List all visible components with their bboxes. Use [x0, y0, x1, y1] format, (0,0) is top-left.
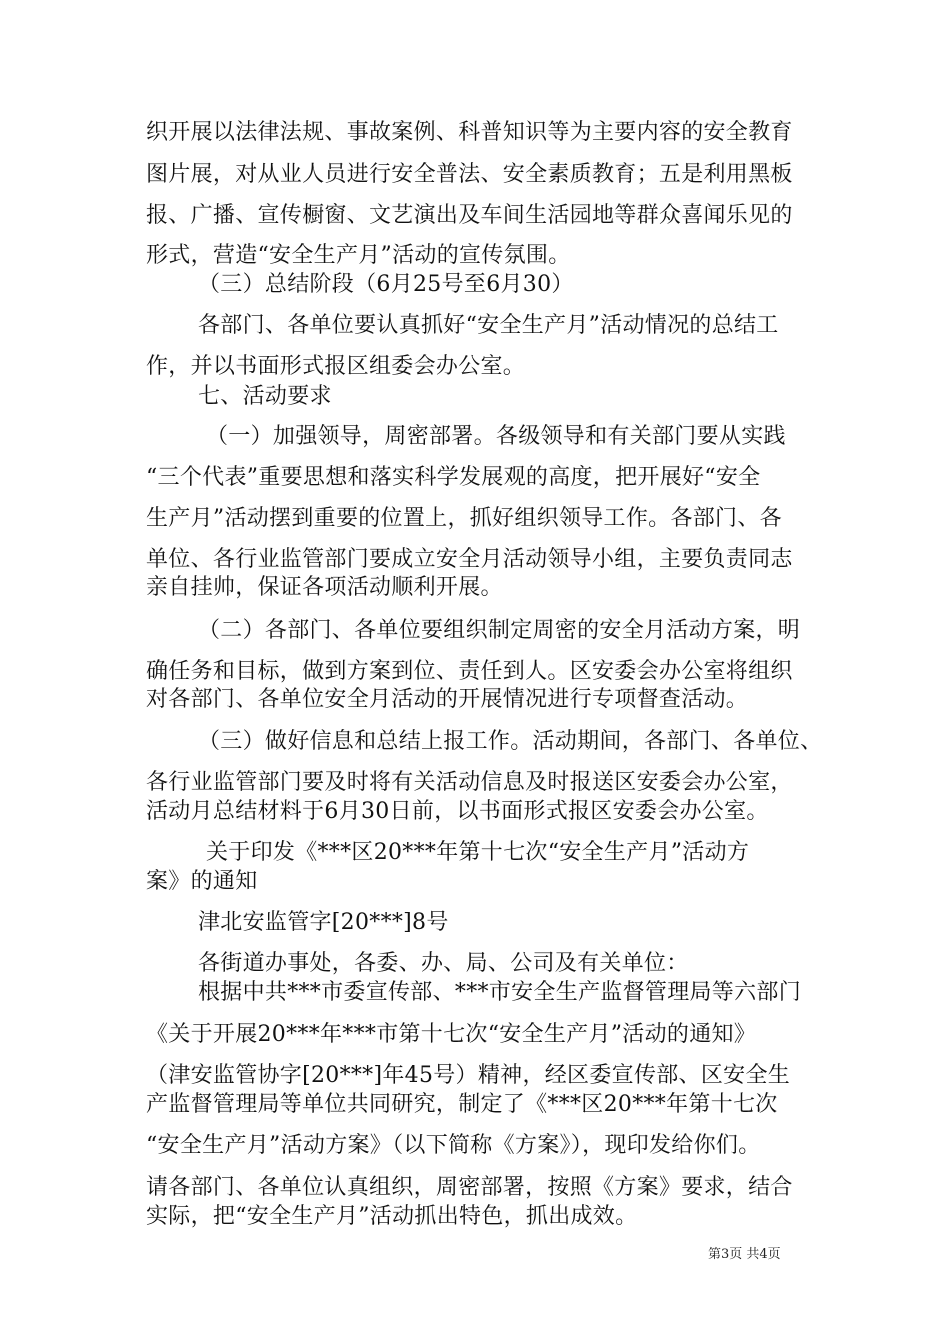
- paragraph-line: 确任务和目标，做到方案到位、责任到人。区安委会办公室将组织: [146, 659, 793, 684]
- paragraph-line: 根据中共***市委宣传部、***市安全生产监督管理局等六部门: [198, 980, 802, 1005]
- paragraph-line: （一）加强领导，周密部署。各级领导和有关部门要从实践: [206, 424, 786, 449]
- paragraph-line: 亲自挂帅，保证各项活动顺利开展。: [146, 575, 503, 600]
- paragraph-line: （津安监管协字[20***]年45号）精神，经区委宣传部、区安全生: [146, 1063, 791, 1088]
- paragraph-line: 报、广播、宣传橱窗、文艺演出及车间生活园地等群众喜闻乐见的: [146, 203, 793, 228]
- paragraph-line: 对各部门、各单位安全月活动的开展情况进行专项督查活动。: [146, 687, 749, 712]
- paragraph-line: 单位、各行业监管部门要成立安全月活动领导小组，主要负责同志: [146, 547, 793, 572]
- paragraph-line: 生产月”活动摆到重要的位置上，抓好组织领导工作。各部门、各: [146, 506, 782, 531]
- paragraph-line: 实际，把“安全生产月”活动抓出特色，抓出成效。: [146, 1204, 638, 1229]
- paragraph-line: 织开展以法律法规、事故案例、科普知识等为主要内容的安全教育: [146, 120, 793, 145]
- section-heading: （三）总结阶段（6月25号至6月30）: [198, 272, 574, 297]
- document-number: 津北安监管字[20***]8号: [198, 910, 449, 935]
- section-heading: 七、活动要求: [198, 384, 332, 409]
- paragraph-line: “安全生产月”活动方案》（以下简称《方案》），现印发给你们。: [146, 1133, 761, 1158]
- notice-title: 案》的通知: [146, 869, 258, 894]
- paragraph-line: 请各部门、各单位认真组织，周密部署，按照《方案》要求，结合: [146, 1175, 793, 1200]
- paragraph-line: “三个代表”重要思想和落实科学发展观的高度，把开展好“安全: [146, 465, 761, 490]
- paragraph-line: 图片展，对从业人员进行安全普法、安全素质教育；五是利用黑板: [146, 162, 793, 187]
- paragraph-line: 活动月总结材料于6月30日前，以书面形式报区安委会办公室。: [146, 799, 769, 824]
- paragraph-line: （二）各部门、各单位要组织制定周密的安全月活动方案，明: [198, 618, 801, 643]
- notice-title: 关于印发《***区20***年第十七次“安全生产月”活动方: [206, 840, 750, 865]
- paragraph-line: 《关于开展20***年***市第十七次“安全生产月”活动的通知》: [146, 1022, 757, 1047]
- addressee: 各街道办事处，各委、办、局、公司及有关单位：: [198, 951, 689, 976]
- paragraph-line: 各行业监管部门要及时将有关活动信息及时报送区安委会办公室，: [146, 770, 793, 795]
- page-indicator: 第3页 共4页: [708, 1247, 781, 1262]
- paragraph-line: 形式，营造“安全生产月”活动的宣传氛围。: [146, 243, 571, 268]
- paragraph-line: （三）做好信息和总结上报工作。活动期间，各部门、各单位、: [198, 729, 823, 754]
- paragraph-line: 产监督管理局等单位共同研究，制定了《***区20***年第十七次: [146, 1092, 778, 1117]
- paragraph-line: 作，并以书面形式报区组委会办公室。: [146, 354, 526, 379]
- paragraph-line: 各部门、各单位要认真抓好“安全生产月”活动情况的总结工: [198, 313, 779, 338]
